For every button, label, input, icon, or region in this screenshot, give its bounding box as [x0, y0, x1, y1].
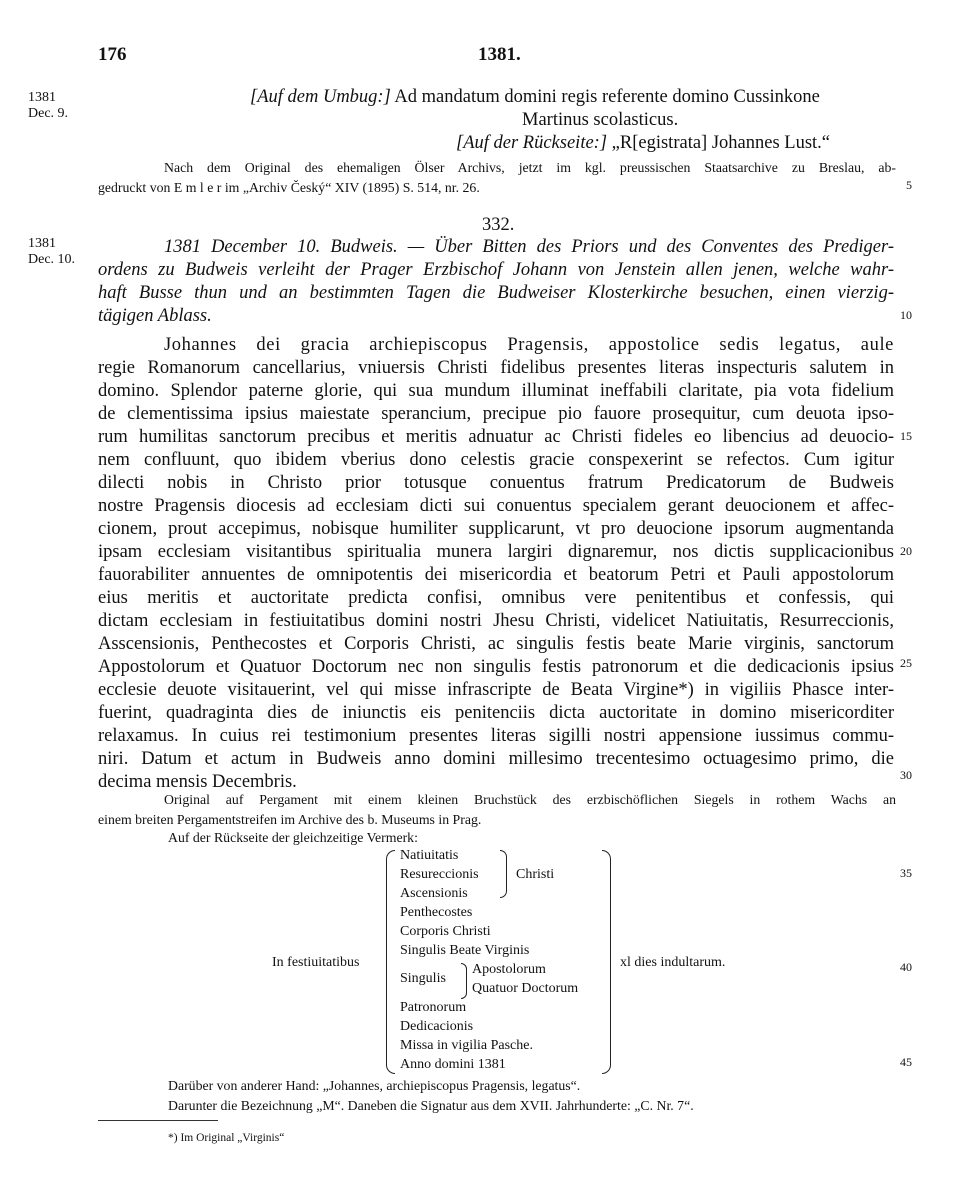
table-right-label: xl dies indultarum.: [620, 955, 726, 970]
text-line: dictam ecclesiam in festiuitatibus domini nostri Jhesu Christi, videlicet Natiuitatis, Resurreccionis,: [98, 611, 894, 631]
text-line: Asscensionis, Penthecostes et Corporis Christi, ac singulis festis beate Marie virginis, sanctorum: [98, 634, 894, 654]
table-item: Natiuitatis: [400, 848, 459, 863]
margin-day: Dec. 10.: [28, 252, 76, 267]
text-line: Johannes dei gracia archiepiscopus Pragensis, appostolice sedis legatus, aule: [164, 335, 894, 355]
note-line: Original auf Pergament mit einem kleinen Bruchstück des erzbischöflichen Siegels in rothem Wachs an: [164, 792, 896, 807]
table-left-label: In festiuitatibus: [272, 955, 360, 970]
line-number: 15: [900, 429, 912, 443]
table-item: Resureccionis: [400, 867, 479, 882]
doc1-source-note: [98, 158, 896, 197]
table-item: Anno domini 1381: [400, 1057, 506, 1072]
running-head-year: 1381.: [478, 44, 521, 65]
margin-date-doc2: [28, 236, 75, 268]
christi-label: Christi: [516, 867, 555, 882]
table-item: Penthecostes: [400, 905, 473, 920]
text-line: eius meritis et auctoritate predicta confisi, omnibus vere penitentibus et confessis, qui: [98, 588, 894, 608]
text-line: regie Romanorum cancellarius, vniuersis Christi fidelibus presentes literas inspecturis salutem in: [98, 358, 894, 378]
singulis-items: [472, 960, 578, 998]
text-line: cionem, prout accepimus, nobisque humiliter supplicarunt, vt pro deuocione ipsorum augmentanda: [98, 519, 894, 539]
singulis-item: Apostolorum: [472, 962, 546, 977]
text-line: ipsam ecclesiam visitantibus spiritualia munera largiri dignaremur, nos dictis supplicacionibus: [98, 542, 894, 562]
line-number: 20: [900, 544, 912, 558]
doc1-dorsal-line: [456, 132, 830, 155]
line-number: 25: [900, 656, 912, 670]
regest-line: tägigen Ablass.: [98, 306, 212, 326]
line-number: 35: [900, 866, 912, 880]
doc2-charter-text: [98, 334, 894, 794]
after-line-2: Darunter die Bezeichnung „M“. Daneben die Signatur aus dem XVII. Jahrhunderte: „C. Nr. 7“.: [168, 1098, 694, 1113]
dorsal-intro: Auf der Rückseite der gleichzeitige Vermerk:: [168, 830, 418, 845]
doc2-regest: [98, 236, 894, 328]
margin-date-doc1: [28, 90, 68, 122]
line-number: 30: [900, 768, 912, 782]
text-line: domino. Splendor paterne glorie, qui sua mundum illuminat ineffabili claritate, pia vota fidelium: [98, 381, 894, 401]
regest-line: haft Busse thun und an bestimmten Tagen die Budweiser Klosterkirche besuchen, einen vierzig-: [98, 283, 894, 303]
source-line: gedruckt von E m l e r im „Archiv Český“ XIV (1895) S. 514, nr. 26.: [98, 179, 480, 195]
text-line: relaxamus. In cuius rei testimonium presentes literas sigilli nostri appensione iussimus commu-: [98, 726, 894, 746]
line-number: 45: [900, 1055, 912, 1069]
after-line-1: Darüber von anderer Hand: „Johannes, archiepiscopus Pragensis, legatus“.: [168, 1078, 581, 1093]
doc1-umbug-text: Ad mandatum domini regis referente domino Cussinkone: [394, 87, 820, 107]
table-item: Dedicacionis: [400, 1019, 474, 1034]
text-line: ecclesie deuote visitauerint, vel qui misse infrascripte de Beata Virgine*) in vigiliis Phasce inter-: [98, 680, 894, 700]
margin-day: Dec. 9.: [28, 106, 69, 121]
christi-brace: [500, 850, 507, 898]
text-line: nostre Pragensis diocesis ad ecclesiam dicti sui conuentus specialem gerant deuocionem et affec-: [98, 496, 894, 516]
text-line: dilecti nobis in Christo prior totusque conuentus fratrum Predicatorum de Budweis: [98, 473, 894, 493]
doc2-number: 332.: [482, 215, 515, 235]
text-line: rum humilitas sanctorum precibus et meritis adnuatur ac Christi fideles eo libencius ad deuocio-: [98, 427, 894, 447]
singulis-label: Singulis: [400, 971, 446, 986]
text-line: Appostolorum et Quatuor Doctorum nec non singulis festis patronorum et die dedicacionis ipsius: [98, 657, 894, 677]
source-line: Nach dem Original des ehemaligen Ölser Archivs, jetzt im kgl. preussischen Staatsarchive zu Breslau, ab-: [164, 160, 896, 175]
doc1-dorsal-text: „R[egistrata] Johannes Lust.“: [611, 133, 831, 153]
regest-line: 1381 December 10. Budweis. — Über Bitten des Priors und des Conventes des Prediger-: [164, 237, 894, 257]
big-right-brace: [602, 850, 611, 1074]
text-line: niri. Datum et actum in Budweis anno domini millesimo trecentesimo octuagesimo primo, die: [98, 749, 894, 769]
line-number: 40: [900, 960, 912, 974]
doc1-umbug-line: [250, 86, 820, 109]
big-left-brace: [386, 850, 395, 1074]
singulis-brace: [461, 963, 467, 999]
text-line: decima mensis Decembris.: [98, 772, 297, 792]
table-item: Corporis Christi: [400, 924, 491, 939]
line-number: 5: [906, 178, 912, 192]
table-item: Singulis Beate Virginis: [400, 943, 530, 958]
text-line: de clementissima ipsius maiestate sperancium, precipue pio fauore prosequitur, cum deuota ipso-: [98, 404, 894, 424]
table-item: Missa in vigilia Pasche.: [400, 1038, 533, 1053]
footnote: *) Im Original „Virginis“: [168, 1132, 285, 1144]
doc1-umbug-label: [Auf dem Umbug:]: [250, 87, 391, 107]
regest-line: ordens zu Budweis verleiht der Prager Erzbischof Johann von Jenstein allen jenen, welche wahr-: [98, 260, 894, 280]
line-number: 10: [900, 308, 912, 322]
note-line: einem breiten Pergamentstreifen im Archive des b. Museums in Prag.: [98, 811, 482, 827]
margin-year: 1381: [28, 236, 56, 251]
table-item: Patronorum: [400, 1000, 467, 1015]
table-item: Ascensionis: [400, 886, 468, 901]
doc1-dorsal-label: [Auf der Rückseite:]: [456, 133, 608, 153]
margin-year: 1381: [28, 90, 56, 105]
text-line: fuerint, quadraginta dies de iniunctis eis penitenciis dicta auctoritate in domino misericorditer: [98, 703, 894, 723]
text-line: fauorabiliter annuentes de omnipotentis dei misericordia et beatorum Petri et Pauli appostolorum: [98, 565, 894, 585]
text-line: nem confluunt, quo ibidem vberius dono celestis gracie conspexerint se refectos. Cum igitur: [98, 450, 894, 470]
doc2-provenance-note: [98, 790, 896, 829]
doc1-signature-line: Martinus scolasticus.: [522, 110, 679, 130]
footnote-rule: [98, 1120, 218, 1121]
page-number: 176: [98, 44, 127, 65]
singulis-item: Quatuor Doctorum: [472, 981, 579, 996]
